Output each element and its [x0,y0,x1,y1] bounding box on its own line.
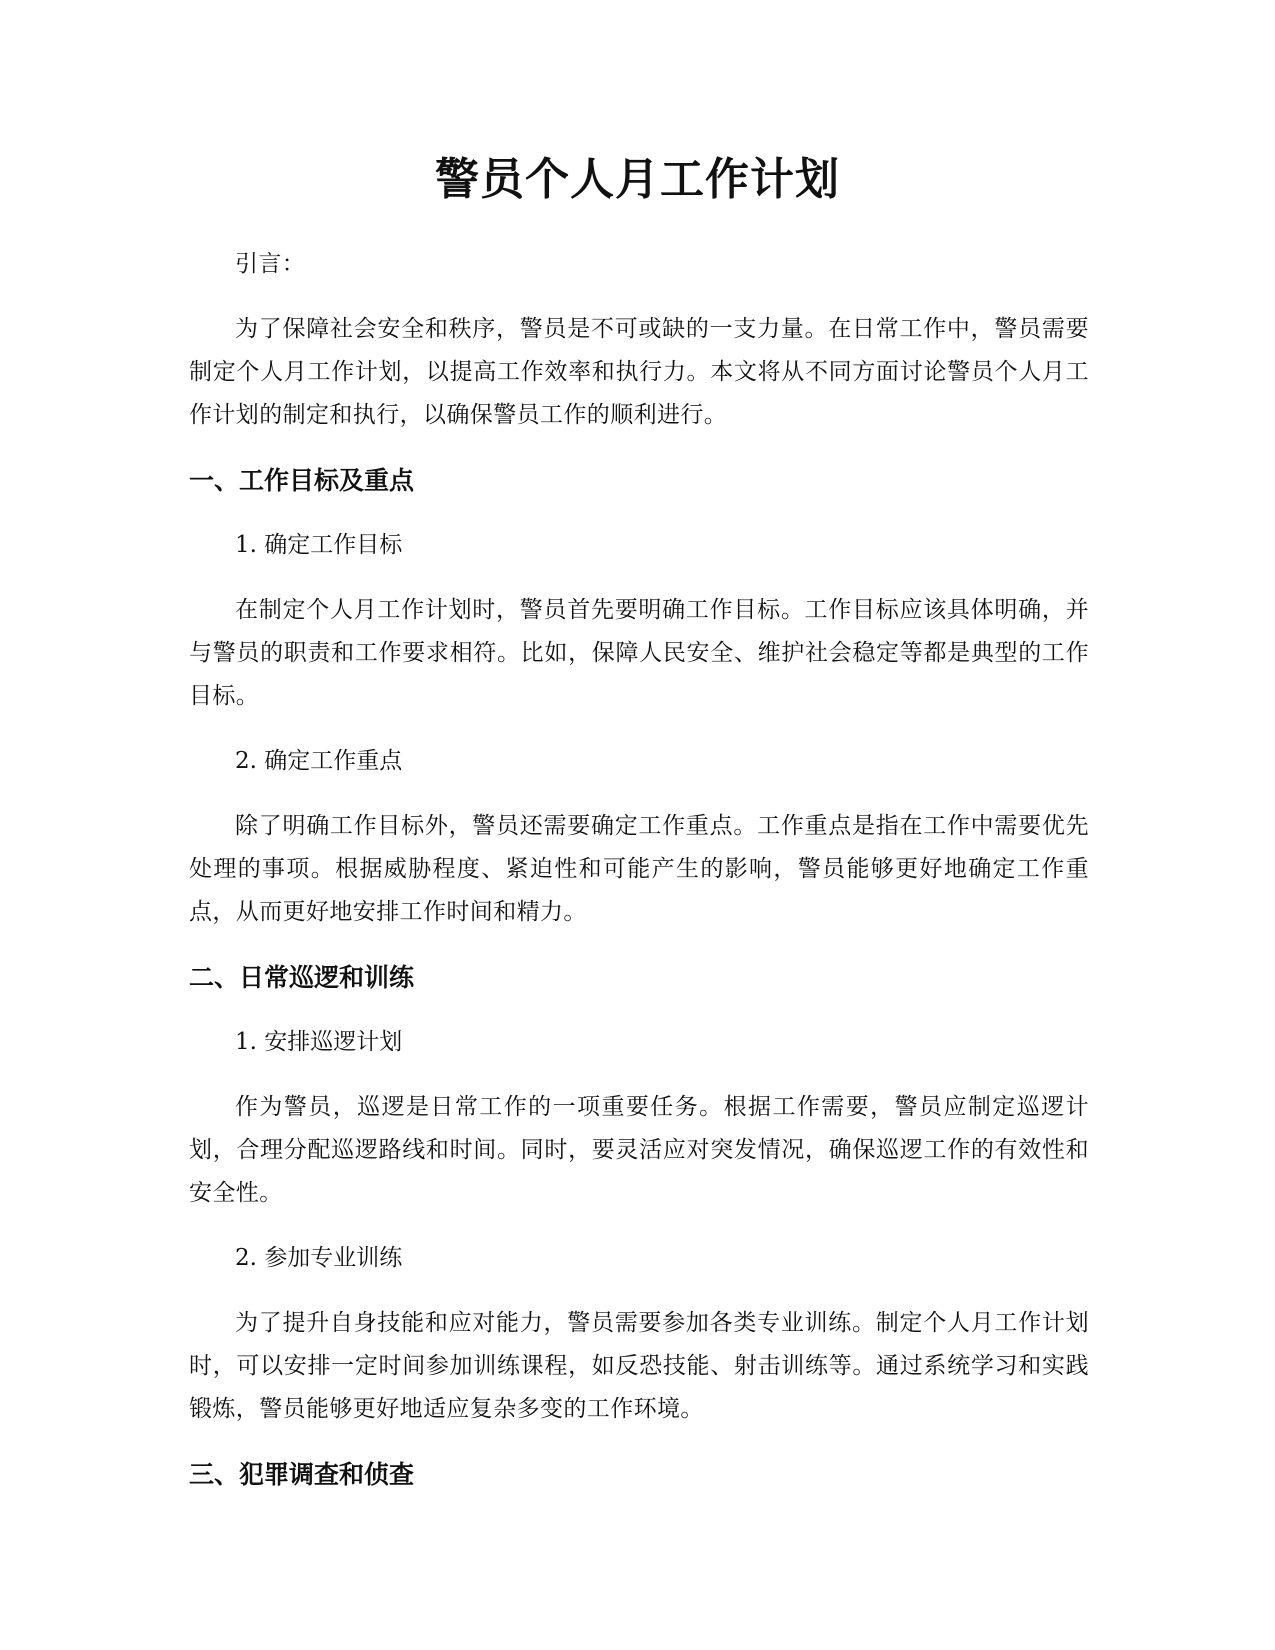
section-heading: 三、犯罪调查和侦查 [189,1460,415,1489]
intro-paragraph: 为了保障社会安全和秩序，警员是不可或缺的一支力量。在日常工作中，警员需要制定个人月工作计划，以提高工作效率和执行力。本文将从不同方面讨论警员个人月工作计划的制定和执行，以确保警员工作的顺利进行。 [189,316,1089,428]
subsection-heading: 1. 确定工作目标 [235,532,403,558]
document-body [189,243,1089,1518]
body-paragraph: 在制定个人月工作计划时，警员首先要明确工作目标。工作目标应该具体明确，并与警员的职责和工作要求相符。比如，保障人民安全、维护社会稳定等都是典型的工作目标。 [189,597,1089,709]
subsection-heading: 2. 参加专业训练 [235,1245,403,1271]
subsection-heading: 1. 安排巡逻计划 [235,1029,403,1055]
intro-label: 引言： [235,251,306,277]
document-title: 警员个人月工作计划 [435,154,840,205]
body-paragraph: 除了明确工作目标外，警员还需要确定工作重点。工作重点是指在工作中需要优先处理的事项。根据威胁程度、紧迫性和可能产生的影响，警员能够更好地确定工作重点，从而更好地安排工作时间和精力。 [189,813,1089,925]
section-heading: 二、日常巡逻和训练 [189,963,415,992]
body-paragraph: 为了提升自身技能和应对能力，警员需要参加各类专业训练。制定个人月工作计划时，可以安排一定时间参加训练课程，如反恐技能、射击训练等。通过系统学习和实践锻炼，警员能够更好地适应复杂多变的工作环境。 [189,1310,1089,1422]
body-paragraph: 作为警员，巡逻是日常工作的一项重要任务。根据工作需要，警员应制定巡逻计划，合理分配巡逻路线和时间。同时，要灵活应对突发情况，确保巡逻工作的有效性和安全性。 [189,1094,1089,1206]
section-heading: 一、工作目标及重点 [189,466,415,495]
subsection-heading: 2. 确定工作重点 [235,748,403,774]
